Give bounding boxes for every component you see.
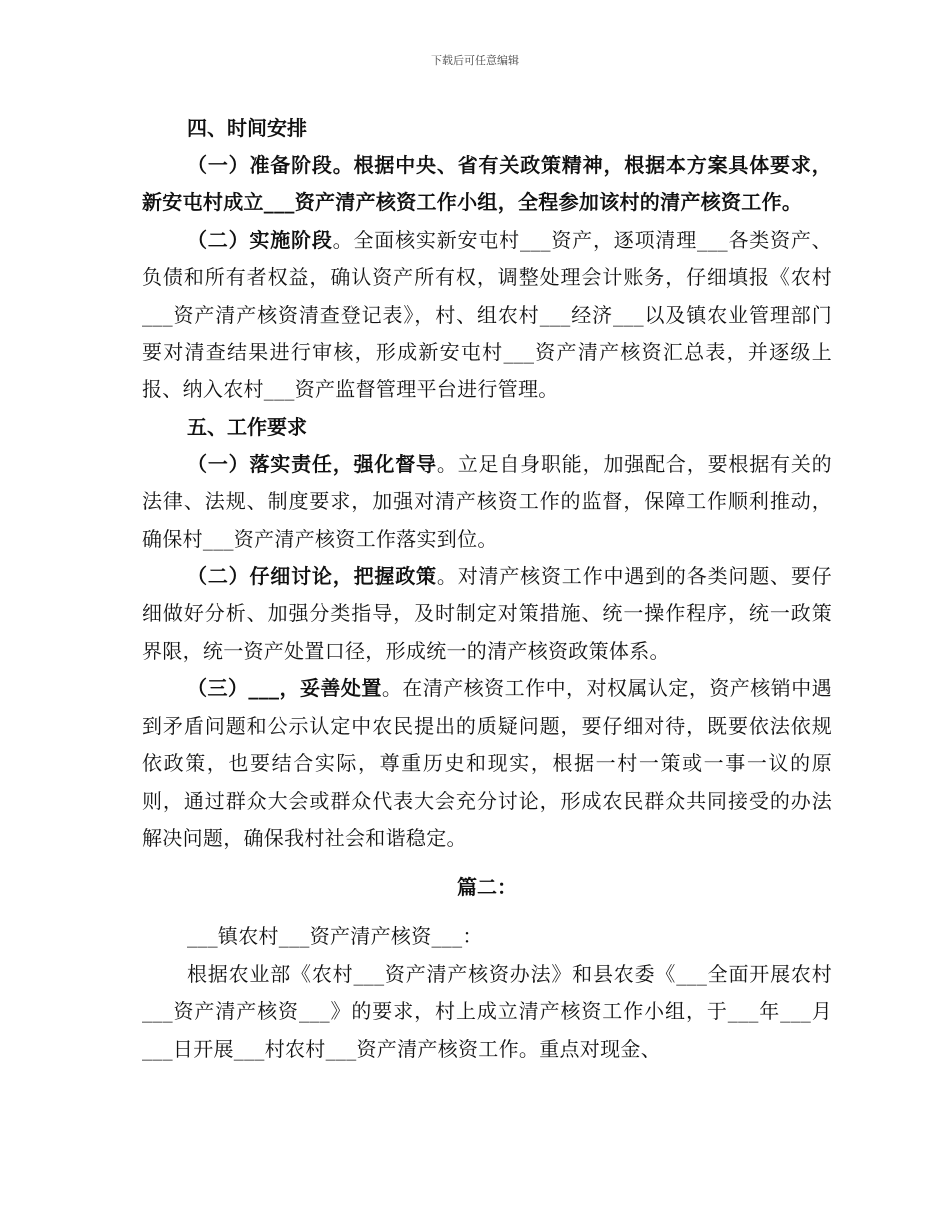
paragraph-heading: （三）___，妥善处置	[187, 676, 382, 701]
section-5-title: 五、工作要求	[187, 414, 307, 439]
section-4-title: 四、时间安排	[187, 116, 307, 140]
paragraph-text: 。在清产核资工作中，对权属认定，资产核销中遇到矛盾问题和公示认定中农民提出的质疑问题，要仔细对待，既要依法依规依政策，也要结合实际，尊重历史和现实，根据一村一策或一事一议的原则，通过群众大会或群众代表大会充分讨论，形成农民群众共同接受的办法解决问题，确保我村社会和谐稳定。	[142, 676, 832, 850]
section-5-paragraph-1	[142, 446, 832, 558]
section-5-paragraph-3	[142, 670, 832, 857]
document-body	[142, 110, 832, 1068]
section-5-paragraph-2	[142, 558, 832, 670]
paragraph-text: 。对清产核资工作中遇到的各类问题、要仔细做好分析、加强分类指导，及时制定对策措施、统一操作程序，统一政策界限，统一资产处置口径，形成统一的清产核资政策体系。	[142, 564, 832, 663]
spacer	[142, 906, 832, 918]
paragraph-heading: （二）仔细讨论，把握政策	[187, 564, 437, 589]
paragraph-text: 。全面核实新安屯村___资产，逐项清理___各类资产、负债和所有者权益，确认资产所有权，调整处理会计账务，仔细填报《农村___资产清产核资清查登记表》，村、组农村___经济___以及镇农业管理部门要对清查结果进行审核，形成新安屯村___资产清产核资汇总表，并逐级上报、纳入农村___资产监督管理平台进行管理。	[142, 227, 832, 402]
part-2-paragraph-1: 根据农业部《农村___资产清产核资办法》和县农委《___全面开展农村___资产清产核资___》的要求，村上成立清产核资工作小组，于___年___月___日开展___村农村___资产清产核资工作。重点对现金、	[142, 961, 832, 1061]
paragraph-text: 。立足自身职能，加强配合，要根据有关的法律、法规、制度要求，加强对清产核资工作的监督，保障工作顺利推动，确保村___资产清产核资工作落实到位。	[142, 451, 832, 551]
paragraph-heading: （一）落实责任，强化督导	[187, 451, 437, 476]
section-4-paragraph-1: （一）准备阶段。根据中央、省有关政策精神，根据本方案具体要求，新安屯村成立___资产清产核资工作小组，全程参加该村的清产核资工作。	[142, 153, 832, 215]
paragraph-heading: （二）实施阶段	[187, 227, 333, 252]
spacer	[142, 857, 832, 869]
part-2-salutation: ___镇农村___资产清产核资___：	[187, 924, 483, 949]
section-4-paragraph-2	[142, 222, 832, 409]
part-2-title: 篇二：	[457, 875, 517, 900]
page-header: 下载后可任意编辑	[431, 54, 519, 67]
